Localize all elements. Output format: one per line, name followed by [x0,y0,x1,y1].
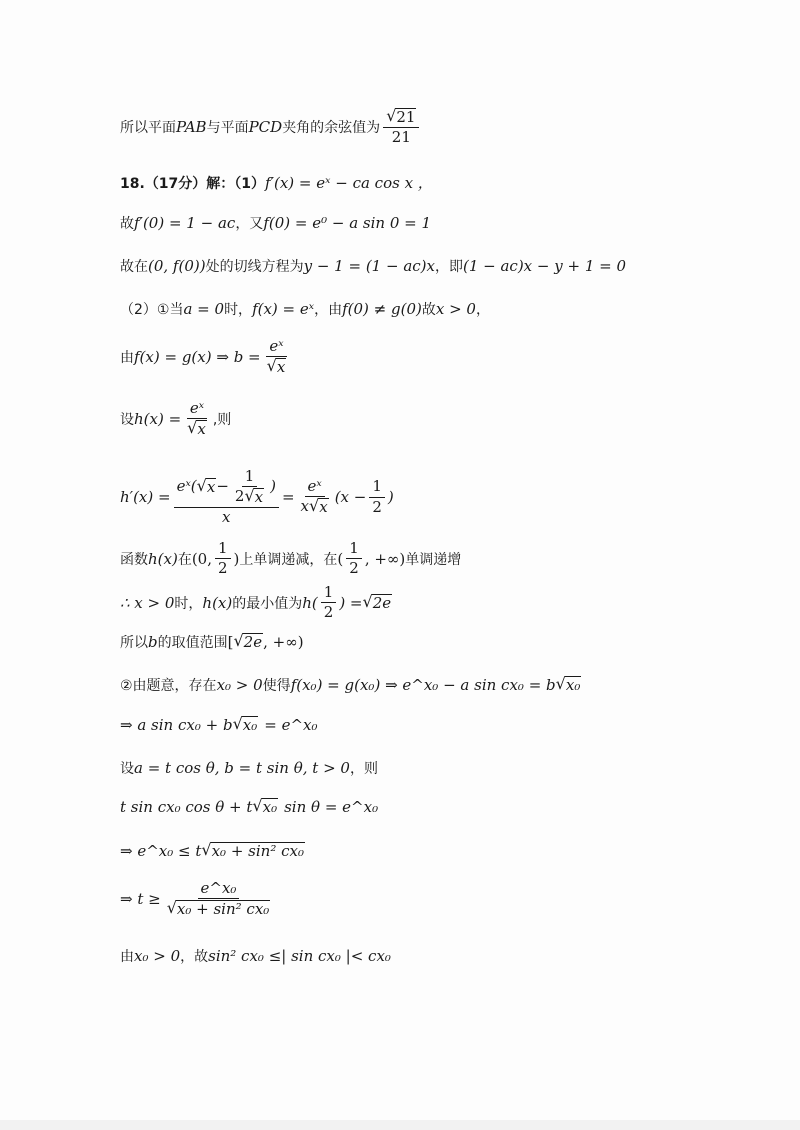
text: ，故 [180,949,209,965]
formula: f(0) = e⁰ − a sin 0 = 1 [263,214,432,232]
line-tangent [120,256,626,276]
line-final [120,946,391,966]
numerator: 1 [321,584,337,603]
formula: h(x) [148,549,178,568]
numerator: 1 [215,540,231,559]
denominator: 2 [349,559,359,578]
denominator: x [254,488,264,507]
formula: (x − [334,488,367,506]
line-h-derivative [120,468,394,526]
denominator: x [222,507,231,526]
formula: h(x) = [134,409,182,428]
fraction: eˣ √ x [187,399,206,439]
formula: f(x₀) = g(x₀) ⇒ e^x₀ − a sin cx₀ = b [290,676,556,694]
line-monotonicity [120,540,461,578]
text: 设 [120,761,134,777]
formula: ∴ x > 0 [120,593,175,612]
denominator: 2 [218,559,228,578]
fraction-half [215,540,231,578]
formula: x₀ [565,676,581,695]
numerator: eˣ [266,338,286,357]
numerator: eˣ [305,478,325,497]
formula: [ [227,633,234,651]
text: ， [475,302,490,318]
fraction-half [369,478,385,516]
formula: (0, [191,549,212,568]
text: 设 [120,411,134,428]
formula: sin θ = e^x₀ [284,798,379,816]
formula: f(x) = eˣ [252,300,315,318]
denominator: 21 [391,127,411,146]
formula: (1 − ac)x − y + 1 = 0 [462,257,627,275]
fraction-half [346,540,362,578]
text: 使得 [262,678,291,694]
formula: ⇒ a sin cx₀ + b [120,716,233,734]
text: ，又 [235,216,264,232]
formula: f(0) ≠ g(0) [342,300,422,318]
text: 处的切线方程为 [205,259,304,275]
text: ②由题意，存在 [120,678,217,694]
formula: ( [337,549,344,568]
denominator: x [300,497,310,516]
formula: 2e [243,633,263,652]
text: 夹角的余弦值为 [282,119,381,136]
formula: x₀ [242,716,258,735]
numerator: e^x₀ [198,880,240,899]
num-part: ) [270,477,276,496]
big-fraction: eˣ( √ x − 1 2 √ x ) x [174,468,279,526]
line-define-h [120,400,231,438]
num-part: x [206,478,216,497]
formula: sin² cx₀ ≤| sin cx₀ |< cx₀ [208,947,391,965]
text: 与平面 [206,119,249,136]
formula: = e^x₀ [264,716,318,734]
line-part2-case2: ②由题意，存在 x₀ > 0 使得 f(x₀) = g(x₀) ⇒ e^x₀ − a sin cx₀ = b √ x₀ [120,674,581,695]
text: ,则 [212,411,232,428]
formula: (0, f(0)) [148,257,206,275]
formula: , +∞) [263,633,304,651]
text: ，则 [349,761,378,777]
inner-fraction: 1 2 √ x [234,467,264,507]
formula: ) = [339,593,363,612]
formula: f(x) = g(x) ⇒ b = [134,347,261,366]
formula: x₀ > 0 [134,947,181,965]
formula: x₀ + sin² cx₀ [211,842,304,861]
formula: a = 0 [183,300,225,318]
num-part: eˣ( [176,477,197,496]
text: 的最小值为 [232,595,303,612]
formula: h( [302,593,318,612]
page-bottom-edge [0,1120,800,1130]
problem-label: 18.（17分）解：（1） [120,175,266,192]
text: 在 [177,551,192,568]
text: 函数 [120,551,148,568]
text: 单调递增 [405,551,462,568]
equals: = [281,488,295,506]
fraction-half [321,584,337,622]
denominator: 2 [234,487,245,506]
text: 的取值范围 [157,635,228,651]
formula: x₀ [262,798,278,817]
formula: h′(x) = [120,488,171,506]
num-part: − [216,477,229,496]
numerator: 1 [369,478,385,497]
text: （2）①当 [120,302,184,318]
denominator: x [276,358,286,377]
line-minimum: ∴ x > 0 时， h(x) 的最小值为 h( $\frac{1}{2}$ ) = √ 2e [120,583,392,622]
formula: ⇒ t ≥ [120,889,161,908]
denominator: x [197,420,206,439]
denominator: x₀ + sin² cx₀ [176,900,270,919]
text: 由 [120,949,134,965]
line-range-b: 所以 b 的取值范围 [ √ 2e , +∞) [120,631,304,652]
denominator: 2 [372,497,382,516]
formula: a = t cos θ, b = t sin θ, t > 0 [134,759,350,777]
formula: x > 0 [435,300,476,318]
formula: 2e [372,594,392,612]
line-trig-form: t sin cx₀ cos θ + t √ x₀ sin θ = e^x₀ [120,796,379,817]
text: ，由 [314,302,343,318]
denominator: 2 [323,603,334,622]
line-b-expression [120,338,292,376]
plane-pab: PAB [176,117,207,136]
derivative-formula: f′(x) = eˣ − ca cos x ， [265,174,433,192]
line-part2-case1 [120,299,490,319]
fraction-sqrt21-over-21: √ 21 21 [383,108,419,146]
line-inequality: ⇒ e^x₀ ≤ t √ x₀ + sin² cx₀ [120,840,304,861]
formula: ⇒ e^x₀ ≤ t [120,842,202,860]
formula: t sin cx₀ cos θ + t [120,798,253,816]
numerator: 21 [396,108,416,126]
line-derivative-at-zero [120,213,431,233]
formula: ) [387,488,394,506]
fraction: e^x₀ √ x₀ + sin² cx₀ [166,879,270,919]
line-implication-1: ⇒ a sin cx₀ + b √ x₀ = e^x₀ [120,714,318,735]
formula: x₀ > 0 [216,676,263,694]
formula: , +∞) [364,549,406,568]
fraction: eˣ √ x [266,337,286,377]
text: 所以平面 [120,119,176,136]
formula: ) [233,549,240,568]
line-cosine-result [120,108,422,146]
numerator: eˣ [187,400,207,419]
text: 时， [174,595,203,612]
line-problem-18 [120,172,433,193]
fraction: eˣ x √ x [300,477,328,517]
text: 时， [224,302,253,318]
formula: b [148,633,158,651]
text: ，即 [434,259,463,275]
numerator: 1 [346,540,362,559]
line-t-bound [120,880,276,918]
plane-pcd: PCD [248,117,283,136]
formula: h(x) [202,593,233,612]
text: 故 [421,302,436,318]
formula: f′(0) = 1 − ac [134,214,236,232]
text: 所以 [120,635,148,651]
denominator: x [319,498,328,517]
text: 由 [120,349,134,366]
text: 故 [120,216,134,232]
text: 上单调递减，在 [239,551,338,568]
numerator: 1 [242,468,258,487]
line-substitution [120,758,378,778]
text: 故在 [120,259,148,275]
formula: y − 1 = (1 − ac)x [303,257,435,275]
